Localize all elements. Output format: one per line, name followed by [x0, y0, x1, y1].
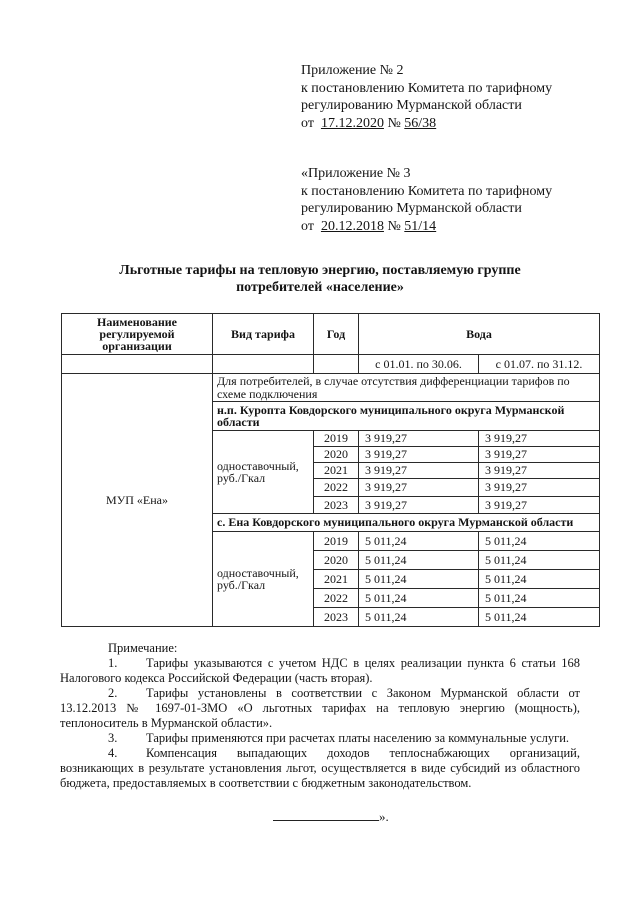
tariff-value: 5 011,24 [479, 570, 600, 589]
from-label: от [301, 115, 314, 131]
previous-appendix-header [301, 165, 552, 235]
note-number: 2. [108, 686, 118, 700]
tariff-value: 5 011,24 [359, 570, 479, 589]
tariff-value: 3 919,27 [479, 479, 600, 497]
note-item [60, 731, 580, 746]
tariff-value: 3 919,27 [359, 431, 479, 447]
tariff-value: 3 919,27 [359, 447, 479, 463]
note-text: Тарифы указываются с учетом НДС в целях реализации пункта 6 статьи 168 Налогового кодекса Российской Федерации (часть вторая). [60, 656, 580, 685]
decree-date: 20.12.2018 [320, 218, 384, 234]
note-item [60, 746, 580, 791]
note-item [60, 686, 580, 731]
year-cell: 2021 [314, 570, 359, 589]
tariff-value: 5 011,24 [479, 589, 600, 608]
notes-heading: Примечание: [108, 641, 178, 655]
year-cell: 2023 [314, 608, 359, 627]
year-cell: 2019 [314, 532, 359, 551]
year-cell: 2022 [314, 589, 359, 608]
closing-line [273, 808, 389, 825]
number-sign: № [387, 218, 401, 234]
tariff-value: 3 919,27 [359, 497, 479, 514]
tariff-value: 3 919,27 [479, 431, 600, 447]
header-organization: Наименование регулируемой организации [62, 314, 213, 355]
tariff-value: 5 011,24 [479, 551, 600, 570]
section-name: с. Ена Ковдорского муниципального округа Мурманской области [213, 514, 600, 532]
notes-section [60, 641, 580, 791]
section-name: н.п. Куропта Ковдорского муниципального округа Мурманской области [213, 402, 600, 431]
period-first-half: с 01.01. по 30.06. [359, 355, 479, 374]
tariff-type: одноставочный, руб./Гкал [213, 532, 314, 627]
appendix-header [301, 62, 552, 132]
appendix-line: регулированию Мурманской области [301, 98, 522, 113]
decree-date: 17.12.2020 [320, 115, 384, 131]
from-label: от [301, 218, 314, 234]
tariff-value: 3 919,27 [359, 479, 479, 497]
year-cell: 2023 [314, 497, 359, 514]
year-cell: 2022 [314, 479, 359, 497]
appendix-title: «Приложение № 3 [301, 166, 411, 181]
title-line: Льготные тарифы на тепловую энергию, поставляемую группе [119, 263, 521, 278]
year-cell: 2021 [314, 463, 359, 479]
header-tariff-type: Вид тарифа [213, 314, 314, 355]
organization-name: МУП «Ена» [62, 374, 213, 627]
table-header-row [62, 314, 600, 355]
tariff-value: 5 011,24 [359, 532, 479, 551]
appendix-line: регулированию Мурманской области [301, 201, 522, 216]
tariff-value: 5 011,24 [479, 532, 600, 551]
period-row [62, 355, 600, 374]
tariff-value: 3 919,27 [359, 463, 479, 479]
tariff-value: 5 011,24 [359, 608, 479, 627]
decree-number: 51/14 [404, 218, 437, 234]
appendix-title: Приложение № 2 [301, 63, 404, 78]
note-number: 1. [108, 656, 118, 670]
appendix-date-line [301, 218, 552, 236]
decree-number: 56/38 [404, 115, 437, 131]
tariff-value: 5 011,24 [359, 551, 479, 570]
year-cell: 2019 [314, 431, 359, 447]
tariff-value: 3 919,27 [479, 463, 600, 479]
consumers-note-row [62, 374, 600, 402]
consumers-note: Для потребителей, в случае отсутствия дифференциации тарифов по схеме подключения [213, 374, 600, 402]
tariff-value: 3 919,27 [479, 447, 600, 463]
document-title [60, 262, 580, 296]
year-cell: 2020 [314, 551, 359, 570]
note-text: Тарифы установлены в соответствии с Законом Мурманской области от 13.12.2013 № 1697-01-ЗМО «О льготных тарифах на тепловую энергию (мощность), теплоноситель в Мурманской области». [60, 686, 580, 730]
tariff-table [61, 313, 600, 627]
closing-quote: ». [379, 809, 389, 824]
tariff-value: 5 011,24 [359, 589, 479, 608]
note-text: Компенсация выпадающих доходов теплоснабжающих организаций, возникающих в результате установления льгот, осуществляется в виде субсидий из областного бюджета, предоставляемых в соответствии с бюджетным законодательством. [60, 746, 580, 790]
appendix-line: к постановлению Комитета по тарифному [301, 183, 553, 199]
year-cell: 2020 [314, 447, 359, 463]
tariff-value: 3 919,27 [479, 497, 600, 514]
note-number: 3. [108, 731, 118, 745]
appendix-date-line [301, 115, 552, 133]
note-item [60, 656, 580, 686]
title-line: потребителей «население» [236, 280, 404, 295]
header-year: Год [314, 314, 359, 355]
note-text: Тарифы применяются при расчетах платы населению за коммунальные услуги. [146, 731, 570, 745]
number-sign: № [387, 115, 401, 131]
note-number: 4. [108, 746, 118, 760]
appendix-line: к постановлению Комитета по тарифному [301, 80, 553, 96]
header-water: Вода [359, 314, 600, 355]
tariff-value: 5 011,24 [479, 608, 600, 627]
tariff-type: одноставочный, руб./Гкал [213, 431, 314, 514]
blank-line [273, 808, 379, 821]
period-second-half: с 01.07. по 31.12. [479, 355, 600, 374]
